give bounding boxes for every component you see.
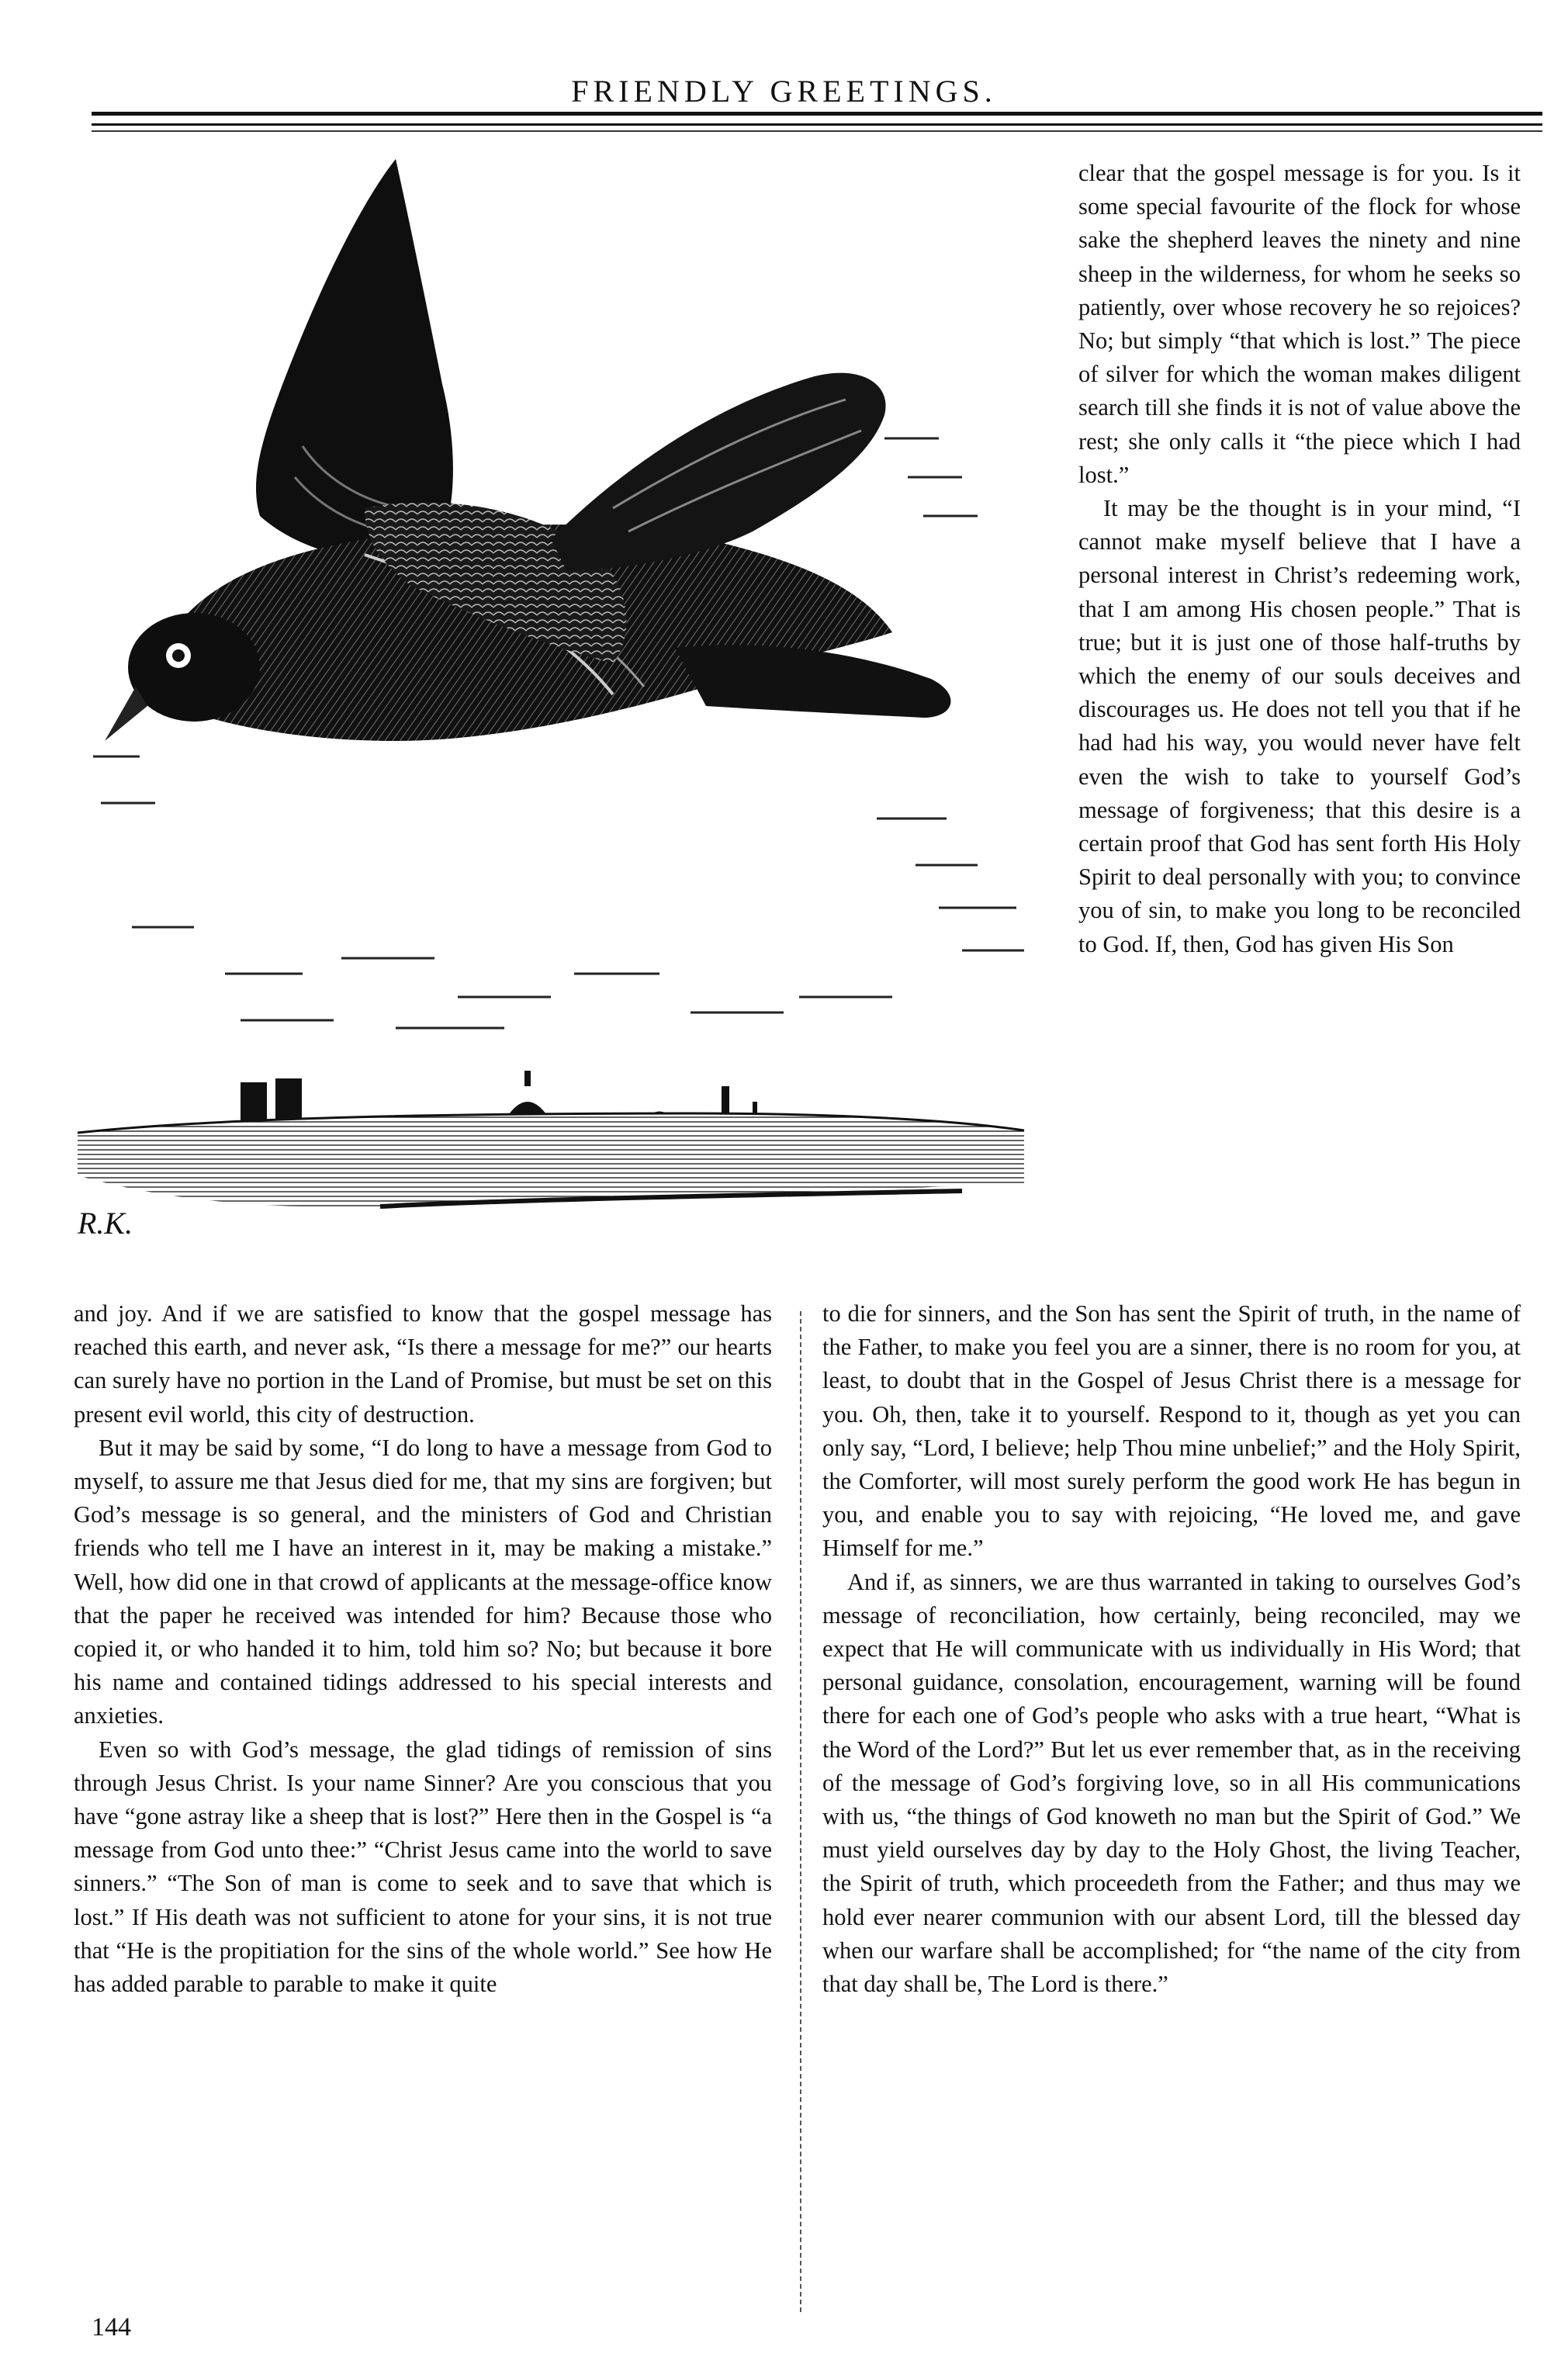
upper-wing-shape [256,159,453,561]
column-divider [800,1311,801,2312]
tail-shape [675,645,950,718]
paragraph: to die for sinners, and the Son has sent the Spirit of truth, in the name of the Father, to make you feel you are a sinner, there is no room for you, at least, to doubt that in the Gospel of Jesus Christ there is a message for you. Oh, then, take it to yourself. Respond to it, though as yet you can only say, “Lord, I believe; help Thou mine unbelief;” and the Holy Spirit, the Comforter, will most surely perform the good work He has begun in you, and enable you to say with rejoicing, “He loved me, and gave Himself for me.” [822,1300,1521,1562]
top-right-column [1078,157,1521,961]
header-rule-medium [92,123,1542,126]
paragraph: But it may be said by some, “I do long to have a message from God to myself, to assure me that Jesus died for me, that my sins are forgiven; but God’s message is so general, and the ministers of God and Christian friends who tell me I have an interest in it, may be making a mistake.” Well, how did one in that crowd of applicants at the message-office know that the paper he received was intended for him? Because those who copied it, or who handed it to him, told him so? No; but because it bore his name and contained tidings addressed to his special interests and anxieties. [74,1434,772,1729]
header-rule-thin [92,130,1542,132]
header-rule-thick [92,112,1542,116]
paragraph: Even so with God’s message, the glad tidings of remission of sins through Jesus Christ. Is your name Sinner? Are you conscious that you have “gone astray like a sheep that is lost?” Here then in the Gospel is “a message from God unto thee:” “Christ Jesus came into the world to save sinners.” “The Son of man is come to seek and to save that which is lost.” If His death was not sufficient to atone for your sins, it is not true that “He is the propitiation for the sins of the whole world.” See how He has added parable to parable to make it quite [74,1736,772,1998]
paragraph: And if, as sinners, we are thus warranted in taking to ourselves God’s message of reconciliation, how certainly, being reconciled, may we expect that He will communicate with us individually in His Word; that personal guidance, consolation, encouragement, warning will be found there for each one of God’s people who asks with a true heart, “What is the Word of the Lord?” But let us ever remember that, as in the receiving of the message of God’s forgiving love, so in all His communications with us, “the things of God knoweth no man but the Spirit of God.” We must yield ourselves day by day to the Holy Ghost, the living Teacher, the Spirit of truth, which proceedeth from the Father; and thus may we hold ever nearer communion with our absent Lord, till the blessed day when our warfare shall be accomplished; for “the name of the city from that day shall be, The Lord is there.” [822,1568,1521,1998]
paragraph: and joy. And if we are satisfied to know that the gospel message has reached this earth, and never ask, “Is there a message for me?” our hearts can surely have no portion in the Land of Promise, but must be set on this present evil world, this city of destruction. [74,1300,772,1428]
running-header: FRIENDLY GREETINGS. [571,74,997,109]
pigeon-illustration [70,151,1040,1261]
paragraph: clear that the gospel message is for you. Is it some special favourite of the flock for whose sake the shepherd leaves the ninety and nine sheep in the wilderness, for whom he seeks so patiently, over whose recovery he so rejoices? No; but simply “that which is lost.” The piece of silver for which the woman makes diligent search till she finds it is not of value above the rest; she only calls it “the piece which I had lost.” [1078,160,1521,488]
pigeon-head-shape [128,613,260,722]
artist-signature: R.K. [78,1206,133,1241]
paragraph: It may be the thought is in your mind, “I cannot make myself believe that I have a personal interest in Christ’s redeeming work, that I am among His chosen people.” That is true; but it is just one of those half-truths by which the enemy of our souls deceives and discourages us. He does not tell you that if he had had his way, you would never have felt even the wish to take to yourself God’s message of forgiveness; that this desire is a certain proof that God has sent forth His Holy Spirit to deal personally with you; to convince you of sin, to make you long to be reconciled to God. If, then, God has given His Son [1078,495,1521,957]
page-number: 144 [92,2313,131,2342]
right-column [822,1297,1521,2001]
left-column [74,1297,772,2001]
